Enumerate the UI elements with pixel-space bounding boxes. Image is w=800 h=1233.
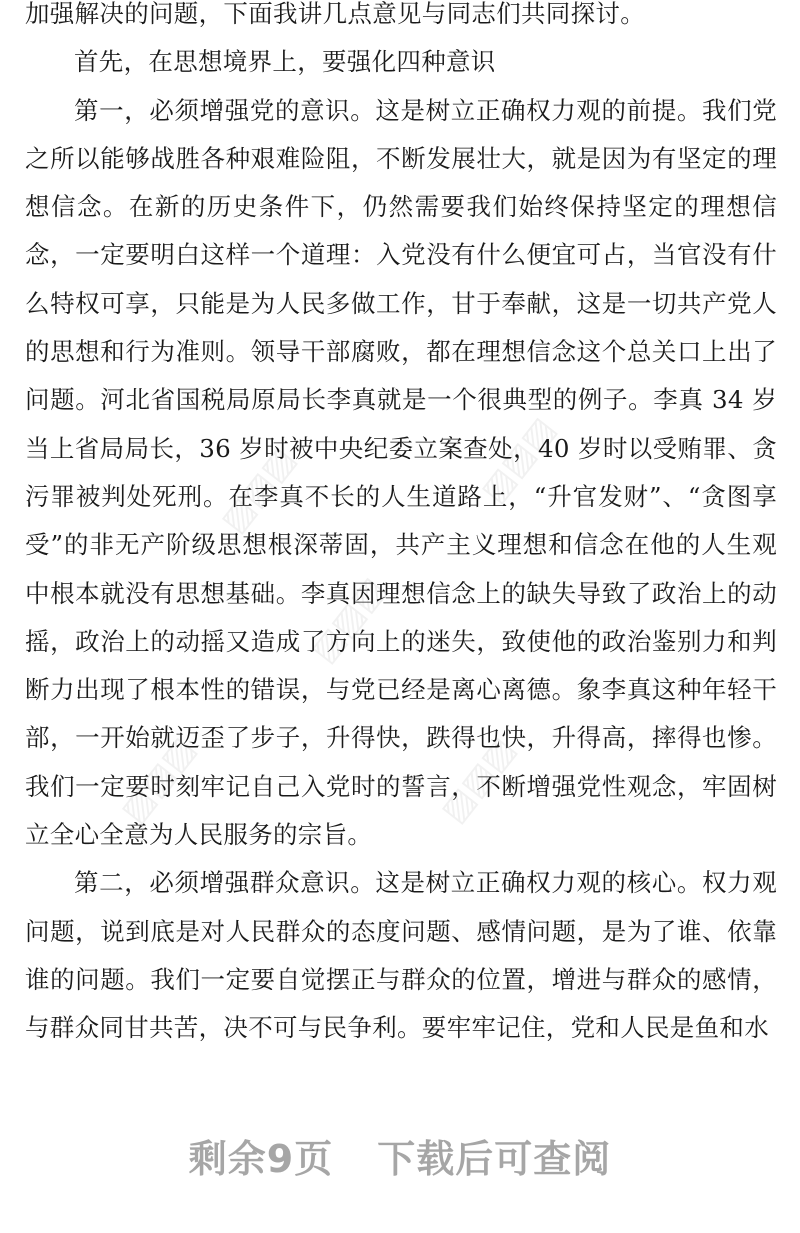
remaining-pages-label: 剩余9页: [188, 1137, 334, 1181]
paragraph-mass-awareness: 第二，必须增强群众意识。这是树立正确权力观的核心。权力观问题，说到底是对人民群众的态度问题、感情问题，是为了谁、依靠谁的问题。我们一定要自觉摆正与群众的位置，增进与群众的感情，与群众同甘共苦，决不可与民争利。要牢牢记住，党和人民是鱼和水: [25, 868, 777, 1043]
paragraph-intro: 加强解决的问题，下面我讲几点意见与同志们共同探讨。: [25, 0, 645, 28]
watermark: ▨▨▨: [432, 729, 524, 831]
download-to-view-label: 下载后可查阅: [377, 1137, 612, 1181]
watermark: ▨▨▨: [472, 409, 564, 511]
watermark: ▨▨▨: [112, 729, 204, 831]
section-heading: 首先，在思想境界上，要强化四种意识: [74, 47, 496, 77]
paragraph-party-awareness: 第一，必须增强党的意识。这是树立正确权力观的前提。我们党之所以能够战胜各种艰难险阻，不断发展壮大，就是因为有坚定的理想信念。在新的历史条件下，仍然需要我们始终保持坚定的理想信念，一定要明白这样一个道理：入党没有什么便宜可占，当官没有什么特权可享，只能是为人民多做工作，甘于奉献，这是一切共产党人的思想和行为准则。领导干部腐败，都在理想信念这个总关口上出了问题。河北省国税局原局长李真就是一个很典型的例子。李真 34 岁当上省局局长，36 岁时被中央纪委立案查处，40 岁时以受贿罪、贪污罪被判处死刑。在李真不长的人生道路上，“升官发财”、“贪图享受”的非无产阶级思想根深蒂固，共产主义理想和信念在他的人生观中根本就没有思想基础。李真因理想信念上的缺失导致了政治上的动摇，政治上的动摇又造成了方向上的迷失，致使他的政治鉴别力和判断力出现了根本性的错误，与党已经是离心离德。象李真这种年轻干部，一开始就迈歪了步子，升得快，跌得也快，升得高，摔得也惨。我们一定要时刻牢记自己入党时的誓言，不断增强党性观念，牢固树立全心全意为人民服务的宗旨。: [25, 95, 777, 850]
download-prompt[interactable]: [0, 1128, 800, 1183]
document-body: [25, 0, 777, 1053]
watermark: ▨▨▨: [302, 569, 394, 671]
watermark: ▨▨▨: [212, 439, 304, 541]
